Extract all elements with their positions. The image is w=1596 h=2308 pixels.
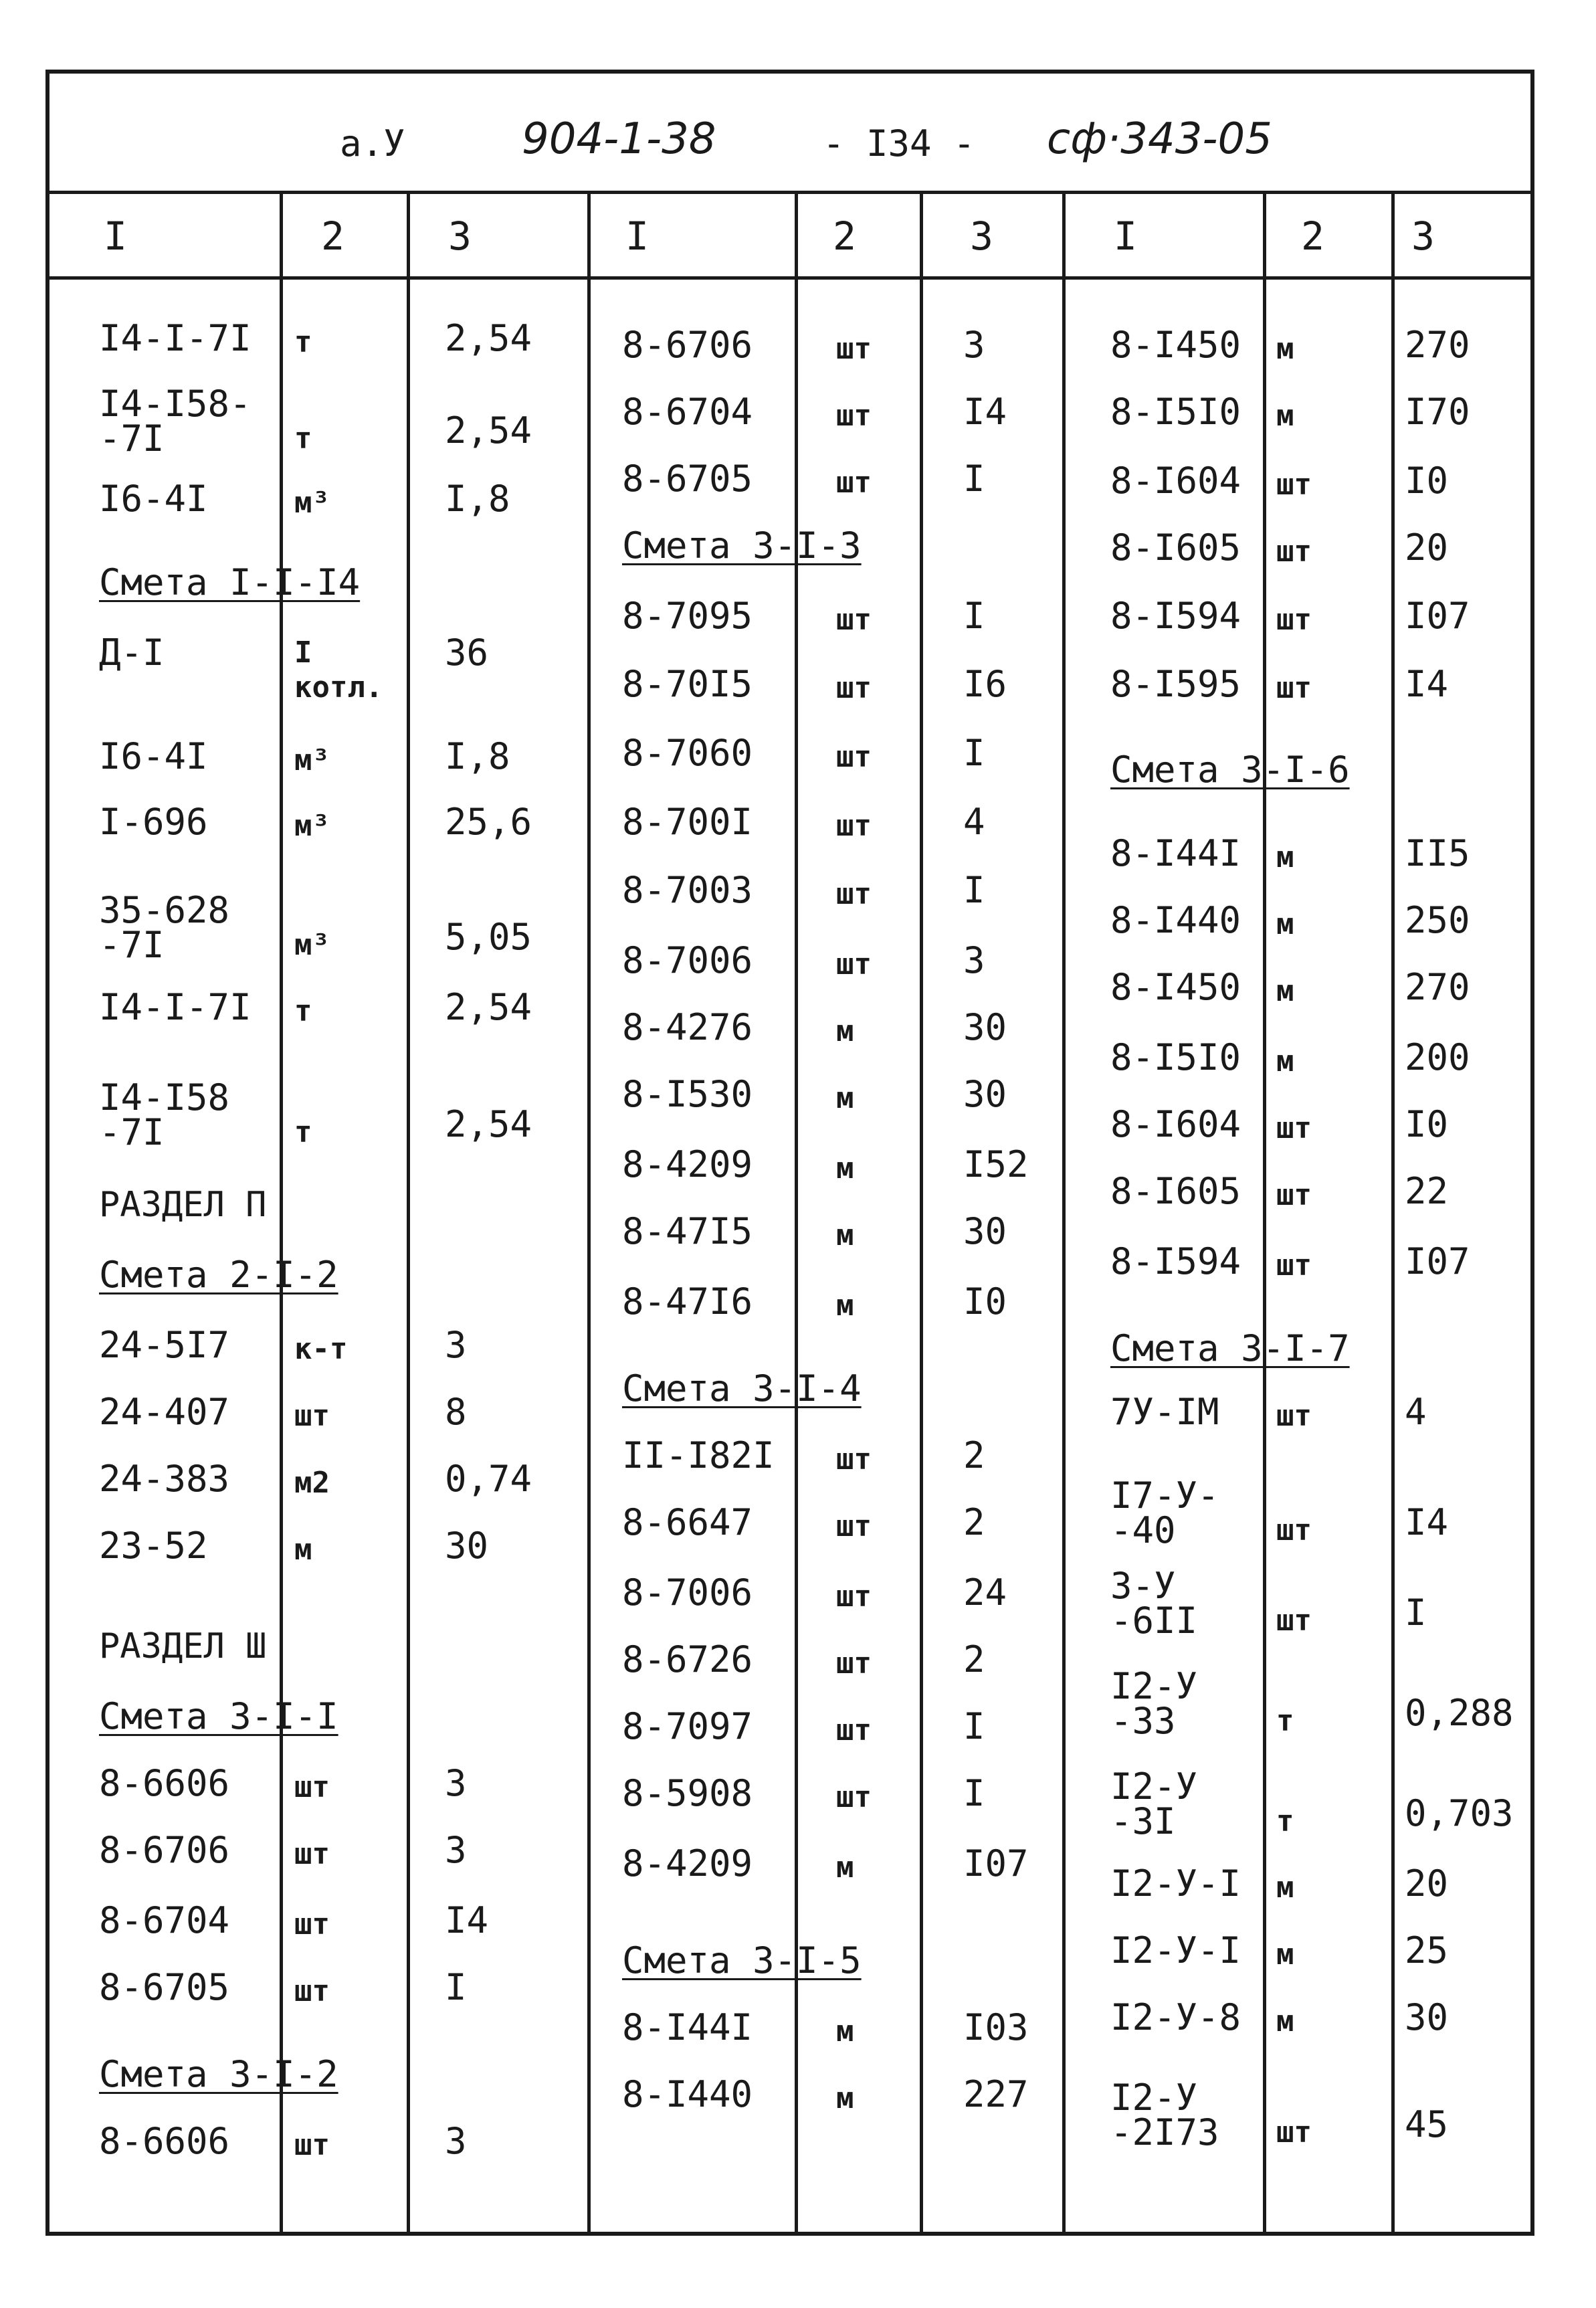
item-unit: шт xyxy=(294,1770,330,1804)
item-unit: м xyxy=(1276,1937,1294,1972)
item-code: 8-6706 xyxy=(99,1829,230,1871)
item-unit: I котл. xyxy=(294,636,383,704)
item-code: 24-407 xyxy=(99,1391,230,1433)
item-unit: м xyxy=(1276,1870,1294,1905)
item-qty: I xyxy=(963,595,985,637)
item-code: 8-I595 xyxy=(1110,663,1241,705)
item-code: 8-I594 xyxy=(1110,1240,1241,1282)
item-code: 8-6705 xyxy=(622,458,753,500)
item-code: 8-6726 xyxy=(622,1638,753,1680)
item-qty: 250 xyxy=(1405,899,1470,941)
item-qty: I52 xyxy=(963,1143,1029,1185)
item-unit: шт xyxy=(294,1907,330,1941)
item-code: 8-I605 xyxy=(1110,1170,1241,1212)
item-unit: шт xyxy=(836,466,872,500)
item-qty: 2,54 xyxy=(445,1103,532,1145)
item-code: 8-47I5 xyxy=(622,1210,753,1252)
item-code: I4-I58- -7I xyxy=(99,383,252,460)
item-qty: 20 xyxy=(1405,526,1449,569)
item-qty: 30 xyxy=(963,1006,1007,1048)
header-prefix: а.У xyxy=(340,122,405,165)
item-qty: I70 xyxy=(1405,391,1470,433)
col-divider xyxy=(1263,194,1266,2234)
item-unit: шт xyxy=(836,1442,872,1476)
item-code: 8-7006 xyxy=(622,1571,753,1614)
item-unit: шт xyxy=(836,947,872,981)
item-code: 8-I605 xyxy=(1110,526,1241,569)
item-code: 3-У -6II xyxy=(1110,1565,1198,1642)
item-qty: 0,74 xyxy=(445,1458,532,1500)
item-unit: м xyxy=(836,1081,854,1115)
item-qty: 270 xyxy=(1405,324,1470,366)
estimate-heading: Смета 3-I-7 xyxy=(1110,1327,1350,1369)
item-qty: 8 xyxy=(445,1391,467,1433)
item-unit: шт xyxy=(1276,535,1312,569)
item-unit: м xyxy=(1276,399,1294,433)
col-divider xyxy=(280,194,283,2234)
item-code: 23-52 xyxy=(99,1525,208,1567)
item-unit: м xyxy=(836,1151,854,1185)
item-qty: 4 xyxy=(963,801,985,843)
item-qty: 2,54 xyxy=(445,986,532,1028)
item-code: 8-I440 xyxy=(622,2073,753,2115)
item-code: 8-6704 xyxy=(622,391,753,433)
item-qty: I xyxy=(963,458,985,500)
item-unit: т xyxy=(294,421,312,456)
item-unit: шт xyxy=(294,1974,330,2008)
item-unit: м xyxy=(836,1218,854,1252)
item-qty: 0,288 xyxy=(1405,1692,1514,1734)
item-qty: I4 xyxy=(1405,663,1449,705)
item-qty: I07 xyxy=(1405,595,1470,637)
item-unit: м³ xyxy=(294,743,330,777)
item-unit: шт xyxy=(836,1713,872,1747)
item-code: 8-6606 xyxy=(99,2120,230,2162)
item-code: I4-I58 -7I xyxy=(99,1076,230,1153)
item-qty: 36 xyxy=(445,632,489,674)
item-unit: шт xyxy=(836,1780,872,1814)
item-unit: шт xyxy=(836,399,872,433)
item-code: 8-4209 xyxy=(622,1143,753,1185)
item-qty: 45 xyxy=(1405,2103,1449,2145)
item-code: 8-6705 xyxy=(99,1966,230,2008)
item-unit: шт xyxy=(836,671,872,705)
item-unit: м³ xyxy=(294,928,330,962)
col-divider xyxy=(587,194,591,2234)
col-divider xyxy=(407,194,410,2234)
item-unit: м xyxy=(1276,840,1294,874)
item-unit: м xyxy=(1276,907,1294,941)
item-qty: I xyxy=(963,732,985,774)
item-unit: м xyxy=(836,1014,854,1048)
item-qty: 2,54 xyxy=(445,409,532,452)
item-qty: I07 xyxy=(1405,1240,1470,1282)
item-qty: 3 xyxy=(963,939,985,981)
item-code: 8-I530 xyxy=(622,1073,753,1115)
item-unit: шт xyxy=(836,1509,872,1543)
item-code: 8-5908 xyxy=(622,1772,753,1814)
item-qty: 2,54 xyxy=(445,317,532,359)
column-header: 3 xyxy=(1411,213,1435,259)
item-unit: т xyxy=(294,325,312,359)
item-unit: шт xyxy=(836,603,872,637)
item-code: I2-У-I xyxy=(1110,1929,1241,1972)
item-qty: 2 xyxy=(963,1434,985,1476)
item-qty: I,8 xyxy=(445,735,510,777)
item-qty: 200 xyxy=(1405,1036,1470,1078)
item-code: I2-У-8 xyxy=(1110,1996,1241,2038)
column-header-divider xyxy=(47,276,1532,280)
item-code: 7У-IМ xyxy=(1110,1391,1219,1433)
column-header: 3 xyxy=(448,213,472,259)
item-unit: шт xyxy=(1276,1513,1312,1547)
header-project: 904-1-38 xyxy=(522,114,716,164)
estimate-heading: Смета 3-I-I xyxy=(99,1695,338,1737)
item-qty: 2 xyxy=(963,1638,985,1680)
item-unit: м xyxy=(836,2014,854,2048)
item-qty: 227 xyxy=(963,2073,1029,2115)
item-unit: м2 xyxy=(294,1466,330,1500)
item-code: I4-I-7I xyxy=(99,317,252,359)
item-qty: I xyxy=(445,1966,467,2008)
col-divider xyxy=(1062,194,1066,2234)
column-header: 2 xyxy=(321,213,344,259)
item-code: I-696 xyxy=(99,801,208,843)
item-code: 8-6706 xyxy=(622,324,753,366)
item-code: 8-7095 xyxy=(622,595,753,637)
item-code: 8-7003 xyxy=(622,869,753,911)
table-frame xyxy=(45,70,1534,2236)
item-qty: 3 xyxy=(445,2120,467,2162)
item-qty: 4 xyxy=(1405,1391,1427,1433)
item-qty: 2 xyxy=(963,1501,985,1543)
item-code: II-I82I xyxy=(622,1434,775,1476)
item-qty: 25 xyxy=(1405,1929,1449,1972)
item-code: 8-7006 xyxy=(622,939,753,981)
item-code: 8-700I xyxy=(622,801,753,843)
item-unit: шт xyxy=(1276,468,1312,502)
item-qty: I4 xyxy=(1405,1501,1449,1543)
col-divider xyxy=(920,194,923,2234)
item-qty: 0,703 xyxy=(1405,1792,1514,1834)
item-unit: шт xyxy=(294,1837,330,1871)
item-code: 8-47I6 xyxy=(622,1280,753,1323)
item-unit: шт xyxy=(1276,1399,1312,1433)
item-code: 8-I440 xyxy=(1110,899,1241,941)
item-unit: т xyxy=(294,994,312,1028)
header-page: - I34 - xyxy=(823,122,975,165)
item-qty: 3 xyxy=(963,324,985,366)
item-unit: м xyxy=(836,1288,854,1323)
item-qty: I xyxy=(963,869,985,911)
item-code: I2-У -33 xyxy=(1110,1665,1198,1742)
item-unit: т xyxy=(294,1115,312,1149)
item-unit: м³ xyxy=(294,486,330,520)
column-header: 2 xyxy=(833,213,856,259)
item-unit: шт xyxy=(836,809,872,843)
item-qty: I xyxy=(963,1705,985,1747)
item-qty: 3 xyxy=(445,1324,467,1366)
item-code: I6-4I xyxy=(99,735,208,777)
item-code: I6-4I xyxy=(99,478,208,520)
item-unit: т xyxy=(1276,1804,1294,1838)
item-unit: м xyxy=(1276,2004,1294,2038)
item-qty: 30 xyxy=(963,1073,1007,1115)
item-qty: 24 xyxy=(963,1571,1007,1614)
estimate-heading: Смета 2-I-2 xyxy=(99,1254,338,1296)
item-qty: 270 xyxy=(1405,966,1470,1008)
estimate-heading: Смета 3-I-3 xyxy=(622,524,862,567)
item-unit: шт xyxy=(1276,1111,1312,1145)
item-unit: шт xyxy=(1276,2115,1312,2149)
item-qty: 3 xyxy=(445,1762,467,1804)
item-unit: к-т xyxy=(294,1332,348,1366)
column-header: I xyxy=(104,213,127,259)
item-unit: шт xyxy=(1276,1604,1312,1638)
item-qty: I xyxy=(963,1772,985,1814)
item-unit: м xyxy=(836,2081,854,2115)
column-header: I xyxy=(1114,213,1137,259)
item-qty: I0 xyxy=(1405,1103,1449,1145)
col-divider xyxy=(795,194,798,2234)
item-unit: м xyxy=(1276,974,1294,1008)
item-unit: м xyxy=(1276,1044,1294,1078)
item-unit: шт xyxy=(1276,603,1312,637)
item-unit: т xyxy=(1276,1704,1294,1738)
item-unit: шт xyxy=(294,2128,330,2162)
col-divider xyxy=(1391,194,1395,2234)
item-code: 8-I604 xyxy=(1110,1103,1241,1145)
column-header: I xyxy=(625,213,649,259)
item-unit: шт xyxy=(1276,1178,1312,1212)
item-code: 8-I5I0 xyxy=(1110,1036,1241,1078)
item-code: 8-4276 xyxy=(622,1006,753,1048)
item-unit: шт xyxy=(836,1579,872,1614)
item-qty: 3 xyxy=(445,1829,467,1871)
item-qty: 5,05 xyxy=(445,916,532,958)
item-code: 8-I594 xyxy=(1110,595,1241,637)
item-code: 8-I44I xyxy=(1110,832,1241,874)
section-heading: РАЗДЕЛ П xyxy=(99,1185,267,1225)
item-qty: 30 xyxy=(445,1525,489,1567)
item-qty: II5 xyxy=(1405,832,1470,874)
item-unit: м xyxy=(294,1533,312,1567)
estimate-heading: Смета 3-I-6 xyxy=(1110,749,1350,791)
item-qty: I xyxy=(1405,1592,1427,1634)
header-sheet-code: сф·343-05 xyxy=(1047,114,1272,164)
item-unit: шт xyxy=(836,877,872,911)
item-code: 8-I44I xyxy=(622,2006,753,2048)
item-qty: I6 xyxy=(963,663,1007,705)
item-qty: 30 xyxy=(1405,1996,1449,2038)
item-qty: 25,6 xyxy=(445,801,532,843)
item-code: 8-70I5 xyxy=(622,663,753,705)
item-unit: шт xyxy=(294,1399,330,1433)
column-header: 3 xyxy=(970,213,993,259)
item-qty: I0 xyxy=(963,1280,1007,1323)
item-unit: шт xyxy=(836,1646,872,1680)
item-code: I2-У -2I73 xyxy=(1110,2077,1219,2153)
item-unit: шт xyxy=(1276,1248,1312,1282)
item-code: 24-383 xyxy=(99,1458,230,1500)
item-code: 8-I5I0 xyxy=(1110,391,1241,433)
item-code: I2-У -3I xyxy=(1110,1765,1198,1842)
item-qty: I07 xyxy=(963,1842,1029,1885)
item-code: Д-I xyxy=(99,632,165,674)
item-qty: I4 xyxy=(963,391,1007,433)
item-code: I2-У-I xyxy=(1110,1862,1241,1905)
item-code: 8-I450 xyxy=(1110,324,1241,366)
item-code: 8-7060 xyxy=(622,732,753,774)
item-qty: 22 xyxy=(1405,1170,1449,1212)
item-qty: 20 xyxy=(1405,1862,1449,1905)
item-unit: шт xyxy=(1276,671,1312,705)
item-unit: шт xyxy=(836,332,872,366)
item-code: 8-4209 xyxy=(622,1842,753,1885)
item-code: 8-6704 xyxy=(99,1899,230,1941)
item-code: 35-628 -7I xyxy=(99,889,230,966)
item-code: 24-5I7 xyxy=(99,1324,230,1366)
item-code: 8-I450 xyxy=(1110,966,1241,1008)
estimate-heading: Смета 3-I-2 xyxy=(99,2053,338,2095)
item-code: 8-I604 xyxy=(1110,460,1241,502)
item-unit: м xyxy=(836,1850,854,1885)
section-heading: РАЗДЕЛ Ш xyxy=(99,1626,267,1666)
item-qty: 30 xyxy=(963,1210,1007,1252)
header-divider xyxy=(47,191,1532,194)
column-header: 2 xyxy=(1301,213,1324,259)
item-qty: I4 xyxy=(445,1899,489,1941)
item-unit: шт xyxy=(836,740,872,774)
item-unit: м xyxy=(1276,332,1294,366)
estimate-heading: Смета 3-I-4 xyxy=(622,1367,862,1410)
item-qty: I0 xyxy=(1405,460,1449,502)
estimate-heading: Смета I-I-I4 xyxy=(99,561,361,603)
item-code: I4-I-7I xyxy=(99,986,252,1028)
estimate-heading: Смета 3-I-5 xyxy=(622,1939,862,1982)
item-qty: I03 xyxy=(963,2006,1029,2048)
item-code: 8-6606 xyxy=(99,1762,230,1804)
item-unit: м³ xyxy=(294,809,330,843)
item-code: 8-7097 xyxy=(622,1705,753,1747)
item-qty: I,8 xyxy=(445,478,510,520)
item-code: I7-У- -40 xyxy=(1110,1474,1219,1551)
item-code: 8-6647 xyxy=(622,1501,753,1543)
